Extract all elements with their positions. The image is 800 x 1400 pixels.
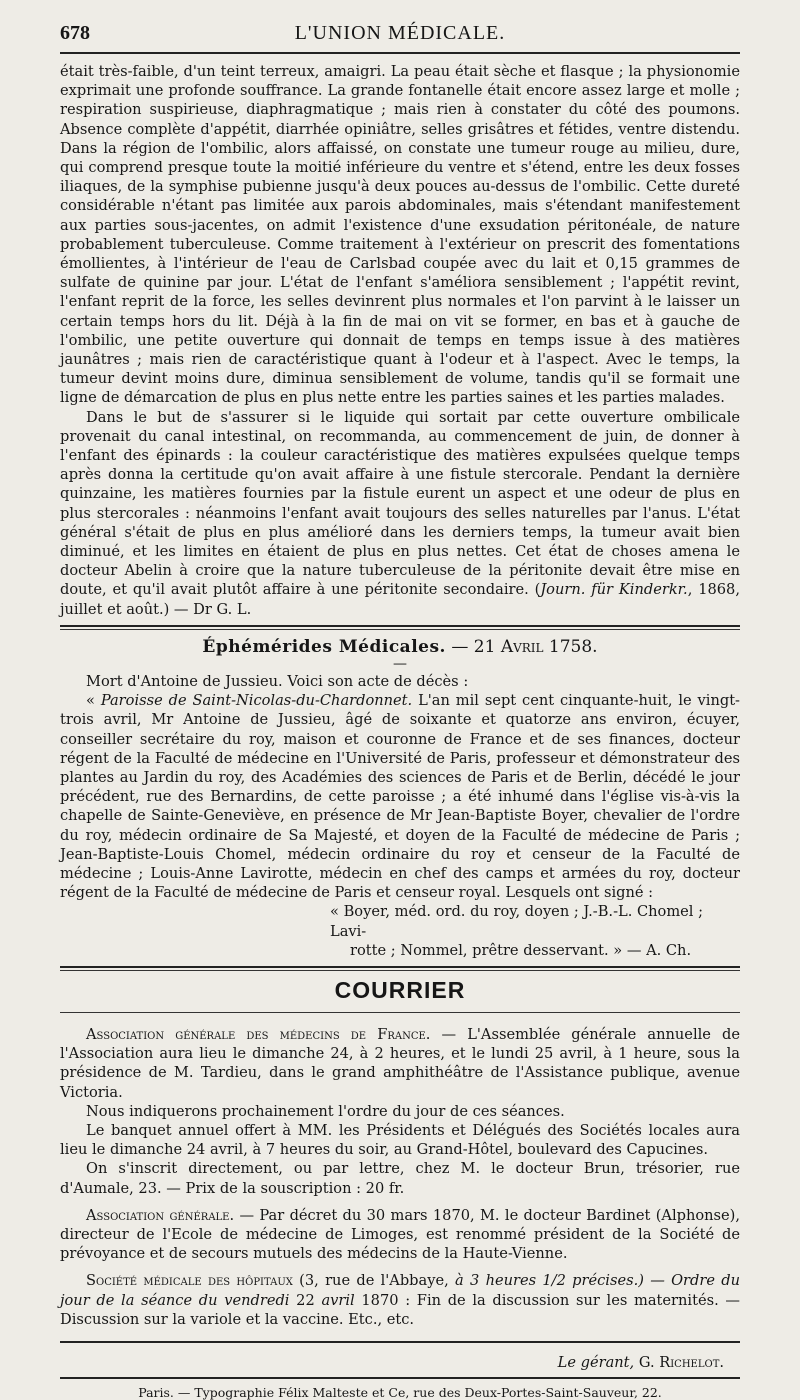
article-text: Dans le but de s'assurer si le liquide qui sortait par cette ouverture ombilicale provenait du canal intestinal, on recommanda, au commencement de juin, de donner à l'enfant des épinards : la couleur caractéristique des matières expulsées quelque temps après donna la certitude qu'on avait affaire à une fistule stercorale. Pendant la dernière quinzaine, les matières fournies par la fistule eurent un aspect et une odeur de plus en plus stercorales : néanmoins l'enfant avait toujours des selles naturelles par l'anus. L'état général s'était de plus en plus amélioré dans les derniers temps, la tumeur avait bien diminué, et les limites en étaient de plus en plus nettes. Cet état de choses amena le docteur Abelin à croire que la nature tuberculeuse de la péritonite devait être mise en doute, et qu'il avait plutôt affaire à une péritonite secondaire. [60,408,740,599]
meeting-time: à 3 heures 1/2 précises. [455,1272,639,1290]
ephemerides-date: — 21 Avril 1758. [451,636,598,657]
courrier-item [60,1206,740,1264]
article-paragraph: Dans le but de s'assurer si le liquide qui sortait par cette ouverture ombilicale provenait du canal intestinal, on recommanda, au commencement de juin, de donner à l'enfant des épinards : la couleur caractéristique des matières expulsées quelque temps après donna la certitude qu'on avait affaire à une fistule stercorale. Pendant la dernière quinzaine, les matières fournies par la fistule eurent un aspect et une odeur de plus en plus stercorales : néanmoins l'enfant avait toujours des selles naturelles par l'anus. L'état général s'était de plus en plus amélioré dans les derniers temps, la tumeur avait bien diminué, et les limites en étaient de plus en plus nettes. Cet état de choses amena le docteur Abelin à croire que la nature tuberculeuse de la péritonite devait être mise en doute, et qu'il avait plutôt affaire à une péritonite secondaire. (Journ. für Kinderkr., 1868, juillet et août.) — Dr G. L. [60,408,740,618]
meeting-month: avril [321,1291,355,1309]
parish-name: Paroisse de Saint-Nicolas-du-Chardonnet. [100,692,413,710]
gerant-label: Le gérant, [557,1353,635,1371]
courrier-item [60,1271,740,1329]
footer-rule [60,1341,740,1343]
courrier-item-head: Société médicale des hôpitaux [86,1272,293,1290]
meeting-date: 22 [289,1291,322,1309]
heading-dash: — [393,655,407,672]
courrier-item-text: (3, rue de l'Abbaye, [292,1272,456,1290]
courrier-item-text: — L'Assemblée générale annuelle de l'Association aura lieu le dimanche 24, à 2 heures, et le lundi 25 avril, à 1 heure, sous la présidence de M. Tardieu, dans le grand amphithéâtre de l'Assistance publique, avenue Victoria. [60,1025,740,1101]
ephemerides-title: Éphémérides Médicales. [202,636,446,657]
courrier-paragraph: On s'inscrit directement, ou par lettre, chez M. le docteur Brun, trésorier, rue d'Aumale, 23. — Prix de la souscription : 20 fr. [60,1160,740,1197]
agenda-text: 1870 : Fin de la discussion sur les maternités. — Discussion sur la variole et la vaccine. Etc., etc. [60,1291,741,1328]
death-record [60,691,740,902]
death-record-text: L'an mil sept cent cinquante-huit, le vingt-trois avril, Mr Antoine de Jussieu, âgé de soixante et quatorze ans environ, écuyer, conseiller secrétaire du roy, maison et couronne de France et de ses finances, docteur régent de la Faculté de médecine en l'Université de Paris, professeur et démonstrateur des plantes au Jardin du roy, des Académies des sciences de Paris et de Berlin, décédé le jour précédent, rue des Bernardins, de cette paroisse ; a été inhumé dans l'église vis-à-vis la chapelle de Sainte-Geneviève, en présence de Mr Jean-Baptiste Boyer, chevalier de l'ordre du roy, médecin ordinaire de Sa Majesté, et doyen de la Faculté de médecine de Paris ; Jean-Baptiste-Louis Chomel, médecin ordinaire du roy et censeur de la Faculté de médecine ; Louis-Anne Lavirotte, médecin en chef des camps et armées du roy, docteur régent de la Faculté de médecine de Paris et censeur royal. Lesquels ont signé : [60,692,740,902]
agenda-label: ) — Ordre du jour de la séance du vendredi [60,1272,740,1309]
gerant-name: G. Richelot. [634,1353,724,1371]
ephemerides-heading [60,636,740,658]
imprint-rule [60,1377,740,1379]
page-number: 678 [60,22,90,44]
section-divider [60,625,740,630]
signatories-line: rotte ; Nommel, prêtre desservant. » — A. Ch. [350,941,692,959]
courrier-item-text: — Par décret du 30 mars 1870, M. le docteur Bardinet (Alphonse), directeur de l'Ecole de médecine de Limoges, est renommé président de la Société de prévoyance et de secours mutuels des médecins de la Haute-Vienne. [60,1206,741,1263]
courrier-paragraph: Le banquet annuel offert à MM. les Présidents et Délégués des Sociétés locales aura lieu le dimanche 24 avril, à 7 heures du soir, au Grand-Hôtel, boulevard des Capucines. [60,1121,740,1159]
section-divider [60,966,740,971]
running-head [60,18,740,52]
citation-journal: Journ. für Kinderkr. [540,581,688,599]
courrier-rule [60,1012,740,1013]
courrier-item-head: Association générale. [86,1206,235,1224]
quote-open: « [86,692,101,710]
article-paragraph: était très-faible, d'un teint terreux, amaigri. La peau était sèche et flasque ; la physionomie exprimait une profonde souffrance. La grande fontanelle était encore assez large et molle ; respiration suspirieuse, diaphragmatique ; mais rien à constater du côté des poumons. Absence complète d'appétit, diarrhée opiniâtre, selles grisâtres et fétides, ventre distendu. Dans la région de l'ombilic, alors affaissé, on constate une tumeur rouge au milieu, dure, qui comprend presque toute la moitié inférieure du ventre et s'étend, entre les deux fosses iliaques, de la symphise pubienne jusqu'à deux pouces au-dessus de l'ombilic. Cette dureté considérable n'étant pas limitée aux parois abdominales, mais s'étendant manifestement aux parties sous-jacentes, on admit l'existence d'une exsudation péritonéale, de nature probablement tuberculeuse. Comme traitement à l'extérieur on prescrit des fomentations émollientes, à l'intérieur de l'eau de Carlsbad coupée avec du lait et 0,15 grammes de sulfate de quinine par jour. L'état de l'enfant s'améliora sensiblement ; l'appétit revint, l'enfant reprit de la force, les selles devinrent plus normales et l'on parvint à le laisser un certain temps hors du lit. Déjà à la fin de mai on vit se former, en bas et à gauche de l'ombilic, une petite ouverture qui donnait de temps en temps issue à des matières jaunâtres ; mais rien de caractéristique quant à l'odeur et à l'aspect. Avec le temps, la tumeur devint moins dure, diminua sensiblement de volume, tandis qu'il se formait une ligne de démarcation de plus en plus nette entre les parties saines et les parties malades. [60,63,740,407]
citation-details: , 1868, juillet et août.) — Dr G. L. [60,581,740,618]
printer-imprint: Paris. — Typographie Félix Malteste et Ce, rue des Deux-Portes-Saint-Sauveur, 22. [138,1384,662,1400]
ephemerides-lead: Mort d'Antoine de Jussieu. Voici son acte de décès : [86,672,469,690]
courrier-item [60,1025,740,1102]
courrier-paragraph: Nous indiquerons prochainement l'ordre du jour de ces séances. [86,1102,565,1120]
gerant-line [60,1353,740,1373]
signatories-line: « Boyer, méd. ord. du roy, doyen ; J.-B.-L. Chomel ; Lavi- [330,903,704,940]
courrier-heading: COURRIER [334,976,466,1003]
journal-title: L'UNION MÉDICALE. [294,22,506,44]
courrier-item-head: Association générale des médecins de France. [86,1025,431,1043]
